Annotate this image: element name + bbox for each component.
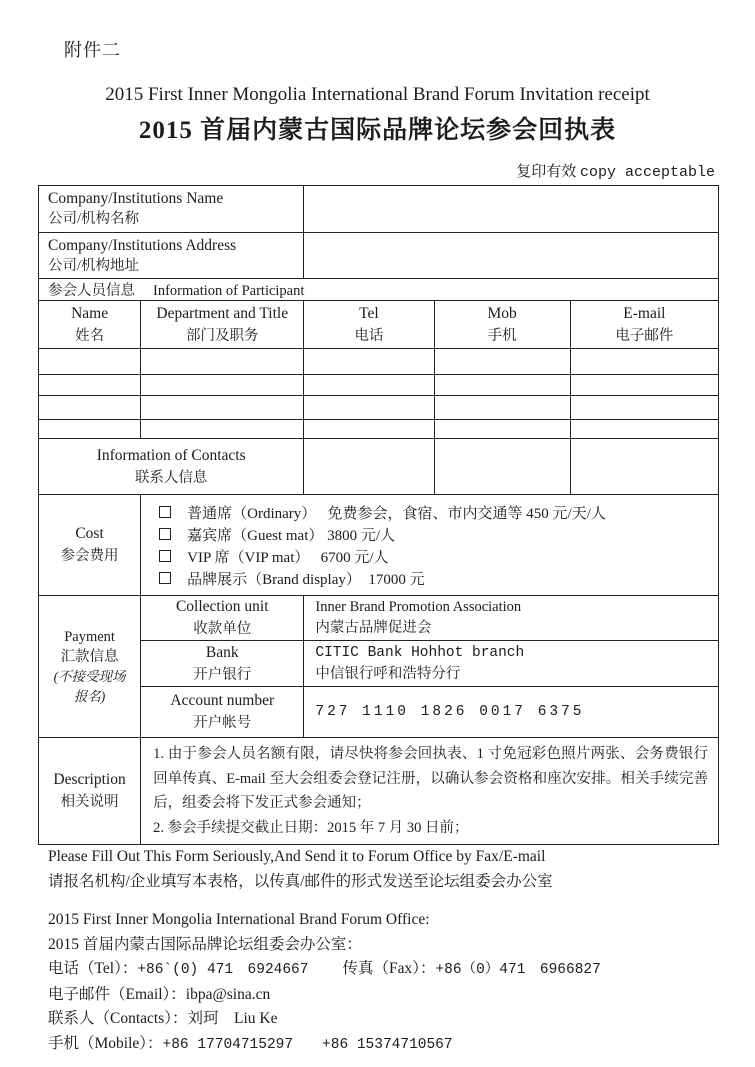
contacts-label-cn: 联系人信息 xyxy=(134,469,208,486)
payment-label-note2: 报名) xyxy=(73,688,106,704)
bank-label-en: Bank xyxy=(205,643,239,661)
contacts-label xyxy=(39,439,304,495)
description-note-2: 2. 参会手续提交截止日期：2015 年 7 月 30 日前； xyxy=(153,819,469,836)
participant-1-email-input[interactable] xyxy=(570,349,718,375)
payment-label-note1: (不接受现场 xyxy=(53,668,126,684)
form-title-chinese: 2015 首届内蒙古国际品牌论坛参会回执表 xyxy=(138,117,617,144)
description-label-en: Description xyxy=(53,771,126,788)
col-header-tel-en: Tel xyxy=(359,304,379,322)
cost-options-cell xyxy=(141,495,719,596)
cost-label xyxy=(39,495,141,596)
tel-fax-line xyxy=(48,957,718,983)
footer xyxy=(48,845,718,1057)
ordinary-checkbox[interactable] xyxy=(159,506,171,518)
copy-note-cn: 复印有效 xyxy=(516,164,577,180)
participant-4-name-input[interactable] xyxy=(39,420,141,439)
company-address-input[interactable] xyxy=(304,233,719,279)
col-header-name-cn: 姓名 xyxy=(75,327,105,344)
participant-section-title-en: Information of Participant xyxy=(153,283,305,299)
col-header-name xyxy=(39,301,141,349)
company-name-row xyxy=(39,186,719,233)
collection-unit-label-cn: 收款单位 xyxy=(193,621,252,637)
col-header-department-en: Department and Title xyxy=(156,304,289,322)
fax-number: +86（0）471 6966827 xyxy=(435,962,601,978)
fill-instruction-cn: 请报名机构/企业填写本表格，以传真/邮件的形式发送至论坛组委会办公室 xyxy=(48,872,553,890)
description-content xyxy=(141,738,719,845)
participant-4-email-input[interactable] xyxy=(570,420,718,439)
payment-collection-row xyxy=(39,596,719,641)
cost-row xyxy=(39,495,719,596)
participant-4-mob-input[interactable] xyxy=(434,420,570,439)
participant-2-tel-input[interactable] xyxy=(304,375,434,396)
contacts-tel-input[interactable] xyxy=(304,439,434,495)
collection-unit-label xyxy=(141,596,304,641)
participant-3-mob-input[interactable] xyxy=(434,396,570,420)
participant-1-tel-input[interactable] xyxy=(304,349,434,375)
col-header-department xyxy=(141,301,304,349)
col-header-name-en: Name xyxy=(71,304,109,322)
company-name-label xyxy=(39,186,304,233)
contact-person-label: 联系人（Contacts）： xyxy=(48,1010,188,1027)
cost-option-brand-display-label: 品牌展示（Brand display） 17000 元 xyxy=(187,571,425,588)
participant-3-department-input[interactable] xyxy=(141,396,304,420)
mobile-label: 手机（Mobile）： xyxy=(48,1034,163,1052)
participant-3-name-input[interactable] xyxy=(39,396,141,420)
contacts-label-en: Information of Contacts xyxy=(96,446,246,464)
description-label xyxy=(39,738,141,845)
office-name-cn: 2015 首届内蒙古国际品牌论坛组委会办公室： xyxy=(48,935,362,953)
brand-display-checkbox[interactable] xyxy=(159,572,171,584)
company-name-input[interactable] xyxy=(304,186,719,233)
payment-label-cn: 汇款信息 xyxy=(60,648,119,665)
account-number-value xyxy=(304,687,719,738)
participant-1-department-input[interactable] xyxy=(141,349,304,375)
contact-person-name: 刘珂 Liu Ke xyxy=(187,1010,278,1027)
bank-value-en: CITIC Bank Hohhot branch xyxy=(315,644,525,661)
email-address[interactable]: ibpa@sina.cn xyxy=(185,985,271,1003)
vip-checkbox[interactable] xyxy=(159,550,171,562)
participant-header-row xyxy=(39,301,719,349)
payment-label xyxy=(39,596,141,738)
col-header-email xyxy=(570,301,718,349)
bank-value xyxy=(304,641,719,687)
col-header-mob-en: Mob xyxy=(487,304,517,322)
cost-option-guest-label: 嘉宾席（Guest mat） 3800 元/人 xyxy=(187,527,396,544)
company-address-label-cn: 公司/机构地址 xyxy=(48,257,140,274)
registration-form-table xyxy=(38,185,719,845)
participant-3-tel-input[interactable] xyxy=(304,396,434,420)
collection-unit-value-cn: 内蒙古品牌促进会 xyxy=(315,620,432,636)
col-header-mob xyxy=(434,301,570,349)
account-number-digits: 727 1110 1826 0017 6375 xyxy=(315,703,585,720)
cost-option-brand-display xyxy=(159,567,718,589)
company-address-label xyxy=(39,233,304,279)
participant-section-title xyxy=(39,279,719,301)
email-label: 电子邮件（Email）： xyxy=(48,985,186,1003)
company-name-label-cn: 公司/机构名称 xyxy=(48,211,140,227)
description-note-1: 1. 由于参会人员名额有限，请尽快将参会回执表、1 寸免冠彩色照片两张、会务费银行回单传真、E-mail 至大会组委会登记注册，以确认参会资格和座次安排。相关手续完善后，组委会将下发正式参会通知； xyxy=(153,746,708,811)
office-name-en: 2015 First Inner Mongolia International Brand Forum Office: xyxy=(48,911,430,928)
participant-row-3 xyxy=(39,396,719,420)
description-label-cn: 相关说明 xyxy=(60,794,119,810)
participant-2-department-input[interactable] xyxy=(141,375,304,396)
payment-account-row xyxy=(39,687,719,738)
participant-row-1 xyxy=(39,349,719,375)
bank-value-cn: 中信银行呼和浩特分行 xyxy=(315,665,461,682)
contacts-line xyxy=(48,1007,718,1032)
col-header-tel xyxy=(304,301,434,349)
contacts-email-input[interactable] xyxy=(570,439,718,495)
payment-bank-row xyxy=(39,641,719,687)
participant-2-name-input[interactable] xyxy=(39,375,141,396)
account-number-label-en: Account number xyxy=(170,692,275,709)
cost-option-vip xyxy=(159,545,718,567)
guest-checkbox[interactable] xyxy=(159,528,171,540)
participant-row-2 xyxy=(39,375,719,396)
participant-section-row xyxy=(39,279,719,301)
participant-row-4 xyxy=(39,420,719,439)
company-address-row xyxy=(39,233,719,279)
bank-label xyxy=(141,641,304,687)
cost-option-ordinary-label: 普通席（Ordinary） 免费参会，食宿、市内交通等 450 元/天/人 xyxy=(187,505,606,522)
contacts-row xyxy=(39,439,719,495)
collection-unit-label-en: Collection unit xyxy=(175,598,269,615)
participant-1-name-input[interactable] xyxy=(39,349,141,375)
cost-label-en: Cost xyxy=(75,525,104,542)
col-header-email-cn: 电子邮件 xyxy=(615,327,674,344)
collection-unit-value-en: Inner Brand Promotion Association xyxy=(315,599,522,615)
participant-2-mob-input[interactable] xyxy=(434,375,570,396)
company-address-label-en: Company/Institutions Address xyxy=(48,236,237,254)
cost-label-cn: 参会费用 xyxy=(60,548,119,564)
col-header-mob-cn: 手机 xyxy=(487,327,517,344)
form-title-english: 2015 First Inner Mongolia International Brand Forum Invitation receipt xyxy=(105,84,650,105)
col-header-department-cn: 部门及职务 xyxy=(186,327,259,344)
col-header-email-en: E-mail xyxy=(623,304,666,322)
participant-4-department-input[interactable] xyxy=(141,420,304,439)
tel-label: 电话（Tel）： xyxy=(48,960,138,977)
participant-4-tel-input[interactable] xyxy=(304,420,434,439)
bank-label-cn: 开户银行 xyxy=(193,666,252,683)
participant-1-mob-input[interactable] xyxy=(434,349,570,375)
participant-3-email-input[interactable] xyxy=(570,396,718,420)
mobile-numbers: +86 17704715297 +86 15374710567 xyxy=(162,1036,453,1053)
mobile-line xyxy=(48,1032,718,1058)
cost-option-vip-label: VIP 席（VIP mat） 6700 元/人 xyxy=(187,549,389,566)
tel-number: +86`(0) 471 6924667 xyxy=(137,962,309,978)
col-header-tel-cn: 电话 xyxy=(354,327,384,344)
cost-option-ordinary xyxy=(159,501,718,523)
copy-acceptable-note xyxy=(516,160,715,181)
cost-option-guest xyxy=(159,523,718,545)
collection-unit-value xyxy=(304,596,719,641)
description-row xyxy=(39,738,719,845)
participant-2-email-input[interactable] xyxy=(570,375,718,396)
fax-label: 传真（Fax）： xyxy=(342,960,436,977)
attachment-label: 附件二 xyxy=(64,40,121,60)
contacts-mob-input[interactable] xyxy=(434,439,570,495)
company-name-label-en: Company/Institutions Name xyxy=(48,190,224,207)
fill-instruction-en: Please Fill Out This Form Seriously,And Send it to Forum Office by Fax/E-mail xyxy=(48,848,546,865)
email-line xyxy=(48,983,718,1008)
copy-note-en: copy acceptable xyxy=(579,164,715,181)
account-number-label xyxy=(141,687,304,738)
participant-section-title-cn: 参会人员信息 xyxy=(48,283,135,299)
account-number-label-cn: 开户帐号 xyxy=(193,715,252,731)
payment-label-en: Payment xyxy=(64,628,115,645)
